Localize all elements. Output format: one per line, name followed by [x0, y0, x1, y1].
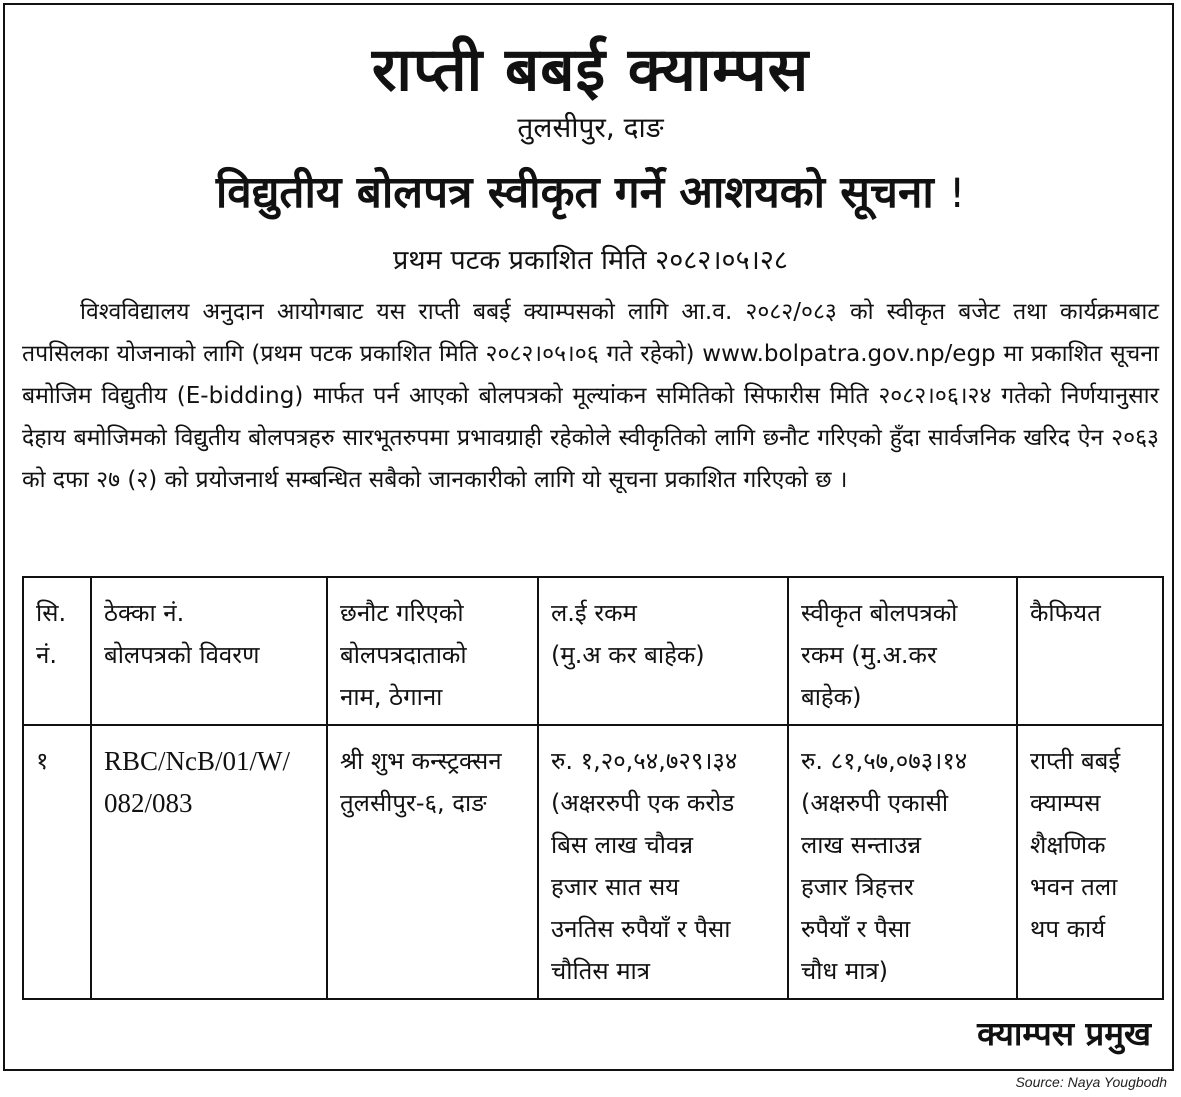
table-row — [23, 725, 1163, 999]
notice-heading-text: विद्युतीय बोलपत्र स्वीकृत गर्ने आशयको सूचना — [215, 167, 934, 218]
header-selected-bidder: छनौट गरिएको बोलपत्रदाताको नाम, ठेगाना — [327, 577, 538, 725]
header-cost-estimate: ल.ई रकम (मु.अ कर बाहेक) — [538, 577, 788, 725]
publish-date-line: प्रथम पटक प्रकाशित मिति २०८२।०५।२८ — [393, 245, 788, 276]
header-serial-number: सि. नं. — [23, 577, 91, 725]
cell-remarks: राप्ती बबई क्याम्पस शैक्षणिक भवन तला थप कार्य — [1017, 725, 1163, 999]
table-header-row — [23, 577, 1163, 725]
header-approved-amount: स्वीकृत बोलपत्रको रकम (मु.अ.कर बाहेक) — [788, 577, 1017, 725]
signature-campus-chief: क्याम्पस प्रमुख — [977, 1014, 1151, 1053]
cell-serial-number: १ — [23, 725, 91, 999]
campus-title: राप्ती बबई क्याम्पस — [371, 35, 810, 105]
bid-table — [22, 576, 1164, 1000]
source-credit: Source: Naya Yougbodh — [1015, 1074, 1167, 1090]
notice-paragraph: विश्वविद्यालय अनुदान आयोगबाट यस राप्ती बबई क्याम्पसको लागि आ.व. २०८२/०८३ को स्वीकृत बजेट तथा कार्यक्रमबाट तपसिलका योजनाको लागि (प्रथम पटक प्रकाशित मिति २०८२।०५।०६ गते रहेको) www.bolpatra.gov.np/egp मा प्रकाशित सूचना बमोजिम विद्युतीय (E-bidding) मार्फत पर्न आएको बोलपत्रको मूल्यांकन समितिको सिफारीस मिति २०८२।०६।२४ गतेको निर्णयानुसार देहाय बमोजिमको विद्युतीय बोलपत्रहरु सारभूतरुपमा प्रभावग्राही रहेकोले स्वीकृतिको लागि छनौट गरिएको हुँदा सार्वजनिक खरिद ऐन २०६३ को दफा २७ (२) को प्रयोजनार्थ सम्बन्धित सबैको जानकारीको लागि यो सूचना प्रकाशित गरिएको छ । — [22, 299, 1159, 493]
header-contract-description: ठेक्का नं. बोलपत्रको विवरण — [91, 577, 327, 725]
cell-bidder-name: श्री शुभ कन्स्ट्रक्सन तुलसीपुर-६, दाङ — [327, 725, 538, 999]
notice-heading — [0, 160, 1181, 220]
cell-contract-number: RBC/NcB/01/W/ 082/083 — [91, 725, 327, 999]
cell-cost-estimate: रु. १,२०,५४,७२९।३४ (अक्षररुपी एक करोड बिस लाख चौवन्न हजार सात सय उनतिस रुपैयाँ र पैसा चौतिस मात्र — [538, 725, 788, 999]
header-remarks: कैफियत — [1017, 577, 1163, 725]
campus-location: तुलसीपुर, दाङ — [517, 111, 664, 144]
exclamation-mark: ! — [949, 171, 966, 217]
cell-approved-amount: रु. ८१,५७,०७३।१४ (अक्षरुपी एकासी लाख सन्ताउन्न हजार त्रिहत्तर रुपैयाँ र पैसा चौध मात्र) — [788, 725, 1017, 999]
